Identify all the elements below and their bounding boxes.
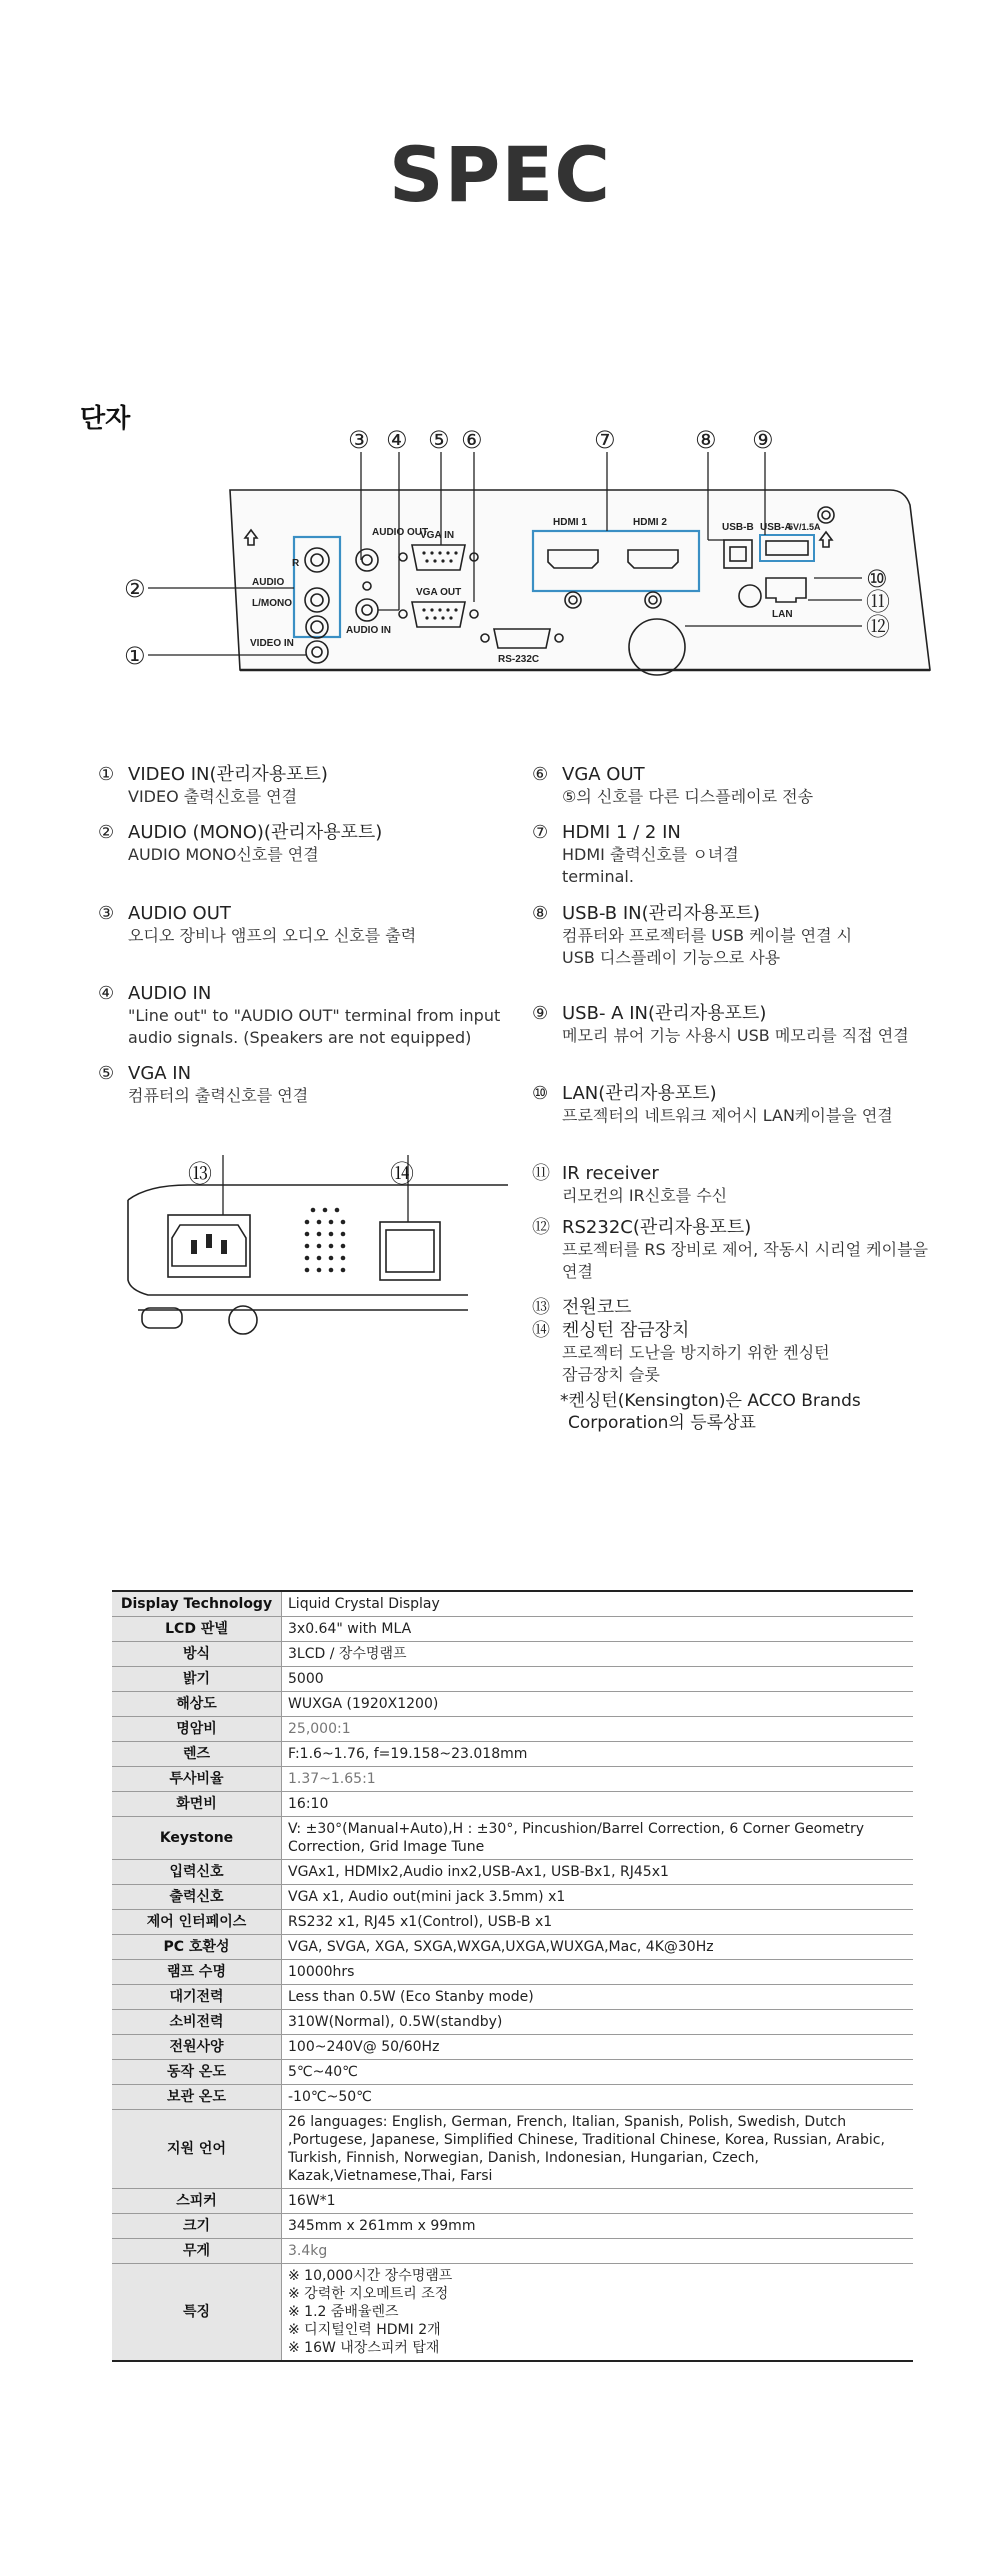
spec-value: [282, 2189, 914, 2214]
spec-value-line: Turkish, Finnish, Norwegian, Danish, Indonesian, Hungarian, Czech,: [288, 2150, 759, 2166]
spec-value: [282, 1742, 914, 1767]
spec-value: [282, 1960, 914, 1985]
callout-13: ⑬: [188, 1160, 212, 1188]
spec-label: 제어 인터페이스: [112, 1910, 282, 1935]
spec-value: [282, 2239, 914, 2264]
callout-3: ③: [348, 426, 370, 454]
spec-row: [112, 2264, 913, 2362]
audio-out-label: AUDIO OUT: [372, 527, 429, 538]
port-description: 프로젝터를 RS 장비로 제어, 작동시 시리얼 케이블을: [562, 1240, 928, 1259]
spec-label: 무게: [112, 2239, 282, 2264]
spec-label: 동작 온도: [112, 2060, 282, 2085]
port-description: AUDIO MONO신호를 연결: [128, 845, 319, 864]
spec-row: [112, 1817, 913, 1860]
spec-value-line: Liquid Crystal Display: [288, 1596, 440, 1612]
port-number: ⑧: [532, 903, 549, 924]
l-mono-label: L/MONO: [252, 598, 292, 609]
spec-label: 화면비: [112, 1792, 282, 1817]
spec-row: [112, 2060, 913, 2085]
video-in-label: VIDEO IN: [250, 638, 294, 649]
spec-row: [112, 1642, 913, 1667]
spec-label: 명암비: [112, 1717, 282, 1742]
audio-label: AUDIO: [252, 577, 285, 588]
spec-value-line: Kazak,Vietnamese,Thai, Farsi: [288, 2168, 493, 2184]
port-number: ④: [98, 983, 115, 1004]
callout-7: ⑦: [594, 426, 616, 454]
port-title: 켄싱턴 잠금장치: [562, 1320, 690, 1341]
spec-label: 출력신호: [112, 1885, 282, 1910]
spec-row: [112, 1910, 913, 1935]
spec-value: [282, 1935, 914, 1960]
spec-value: [282, 1717, 914, 1742]
spec-row: [112, 2085, 913, 2110]
spec-value-line: 3LCD / 장수명램프: [288, 1646, 407, 1662]
spec-value-line: 310W(Normal), 0.5W(standby): [288, 2014, 503, 2030]
spec-value: [282, 2110, 914, 2189]
port-description: 메모리 뷰어 기능 사용시 USB 메모리를 직접 연결: [562, 1026, 909, 1045]
port-number: ⑤: [98, 1063, 115, 1084]
spec-label: 전원사양: [112, 2035, 282, 2060]
spec-value-line: ※ 16W 내장스피커 탑재: [288, 2340, 440, 2356]
spec-value: [282, 1617, 914, 1642]
port-item: [98, 764, 548, 808]
port-title: VGA OUT: [562, 764, 645, 785]
callout-1: ①: [124, 642, 146, 670]
port-item: [532, 1320, 982, 1386]
port-description: 연결: [562, 1262, 593, 1281]
vga-out-label: VGA OUT: [416, 587, 462, 598]
spec-row: [112, 1617, 913, 1642]
spec-value-line: 16W*1: [288, 2193, 336, 2209]
port-title: USB-B IN(관리자용포트): [562, 903, 761, 924]
port-title: HDMI 1 / 2 IN: [562, 822, 681, 843]
spec-label: 투사비율: [112, 1767, 282, 1792]
spec-value-line: RS232 x1, RJ45 x1(Control), USB-B x1: [288, 1914, 553, 1930]
port-title: IR receiver: [562, 1163, 659, 1184]
spec-label: 특징: [112, 2264, 282, 2362]
spec-value: [282, 2035, 914, 2060]
port-description: 잠금장치 슬롯: [562, 1365, 660, 1384]
spec-value-line: Less than 0.5W (Eco Stanby mode): [288, 1989, 534, 2005]
spec-label: 보관 온도: [112, 2085, 282, 2110]
spec-value: [282, 2264, 914, 2362]
port-description: HDMI 출력신호를 ㅇ녀결: [562, 845, 739, 864]
rs232c-label: RS-232C: [498, 654, 540, 665]
spec-row: [112, 1591, 913, 1617]
spec-value-line: ※ 강력한 지오메트리 조정: [288, 2286, 449, 2302]
port-title: USB- A IN(관리자용포트): [562, 1003, 767, 1024]
rear-panel-diagram: [60, 420, 960, 740]
port-title: AUDIO (MONO)(관리자용포트): [128, 822, 383, 843]
port-number: ⑬: [532, 1297, 550, 1318]
spec-value-line: 5℃~40℃: [288, 2064, 358, 2080]
port-item: [532, 822, 982, 888]
spec-row: [112, 1717, 913, 1742]
usb-a-label: USB-A: [760, 522, 792, 533]
lan-label: LAN: [772, 609, 793, 620]
usb-a-rating-label: 5V/1.5A: [788, 522, 821, 532]
spec-value-line: 25,000:1: [288, 1721, 351, 1737]
spec-row: [112, 1792, 913, 1817]
spec-value: [282, 1885, 914, 1910]
port-description: 컴퓨터와 프로젝터를 USB 케이블 연결 시: [562, 926, 853, 945]
port-item: [98, 1063, 548, 1107]
spec-label: 대기전력: [112, 1985, 282, 2010]
port-number: ⑦: [532, 822, 549, 843]
spec-label: 크기: [112, 2214, 282, 2239]
callout-8: ⑧: [695, 426, 717, 454]
spec-label: 램프 수명: [112, 1960, 282, 1985]
port-title: LAN(관리자용포트): [562, 1083, 717, 1104]
spec-value-line: VGAx1, HDMIx2,Audio inx2,USB-Ax1, USB-Bx1, RJ45x1: [288, 1864, 669, 1880]
port-item: [532, 1217, 982, 1283]
port-number: ⑨: [532, 1003, 549, 1024]
callout-2: ②: [124, 575, 146, 603]
port-number: ⑩: [532, 1083, 549, 1104]
port-description: 오디오 장비나 앰프의 오디오 신호를 출력: [128, 926, 417, 945]
spec-label: Display Technology: [112, 1591, 282, 1617]
spec-row: [112, 2110, 913, 2189]
port-title: RS232C(관리자용포트): [562, 1217, 752, 1238]
spec-value: [282, 2060, 914, 2085]
port-item: [98, 822, 548, 866]
spec-value-line: ※ 디지털인력 HDMI 2개: [288, 2322, 441, 2338]
spec-value-line: 3x0.64" with MLA: [288, 1621, 412, 1637]
port-number: ⑪: [532, 1163, 550, 1184]
spec-value-line: ※ 10,000시간 장수명램프: [288, 2268, 453, 2284]
spec-value: [282, 2010, 914, 2035]
port-number: ②: [98, 822, 115, 843]
spec-label: 소비전력: [112, 2010, 282, 2035]
spec-value: [282, 1792, 914, 1817]
port-description: "Line out" to "AUDIO OUT" terminal from input: [128, 1006, 501, 1025]
kensington-note-line: Corporation의 등록상표: [568, 1413, 756, 1433]
spec-value: [282, 1817, 914, 1860]
port-description: audio signals. (Speakers are not equipped): [128, 1028, 472, 1047]
port-item: [532, 1003, 982, 1047]
spec-value-line: 100~240V@ 50/60Hz: [288, 2039, 440, 2055]
port-item: [98, 983, 548, 1049]
port-number: ⑭: [532, 1320, 550, 1341]
spec-value-line: F:1.6~1.76, f=19.158~23.018mm: [288, 1746, 528, 1762]
spec-label: 스피커: [112, 2189, 282, 2214]
port-title: AUDIO IN: [128, 983, 212, 1004]
port-description: VIDEO 출력신호를 연결: [128, 787, 298, 806]
port-description: terminal.: [562, 867, 634, 886]
spec-row: [112, 1885, 913, 1910]
spec-value-line: WUXGA (1920X1200): [288, 1696, 439, 1712]
spec-row: [112, 2239, 913, 2264]
hdmi1-label: HDMI 1: [553, 517, 587, 528]
callout-9: ⑨: [752, 426, 774, 454]
spec-row: [112, 2189, 913, 2214]
audio-in-label: AUDIO IN: [346, 625, 391, 636]
spec-value: [282, 2214, 914, 2239]
spec-value: [282, 2085, 914, 2110]
spec-value-line: V: ±30°(Manual+Auto),H : ±30°, Pincushion/Barrel Correction, 6 Corner Geometry: [288, 1821, 865, 1837]
vga-in-label: VGA IN: [420, 530, 455, 541]
spec-row: [112, 1860, 913, 1885]
callout-14: ⑭: [390, 1160, 414, 1188]
spec-value-line: 5000: [288, 1671, 324, 1687]
spec-value-line: ,Portugese, Japanese, Simplified Chinese, Traditional Chinese, Korea, Russian, Arabic,: [288, 2132, 885, 2148]
spec-value-line: 16:10: [288, 1796, 329, 1812]
callout-4: ④: [386, 426, 408, 454]
spec-label: 해상도: [112, 1692, 282, 1717]
spec-value: [282, 1591, 914, 1617]
kensington-note: [560, 1390, 940, 1434]
spec-value-line: 26 languages: English, German, French, Italian, Spanish, Polish, Swedish, Dutch: [288, 2114, 847, 2130]
callout-10: ⑩: [866, 565, 888, 593]
spec-value-line: 345mm x 261mm x 99mm: [288, 2218, 476, 2234]
port-title: 전원코드: [562, 1297, 632, 1318]
port-title: AUDIO OUT: [128, 903, 231, 924]
spec-value-line: VGA, SVGA, XGA, SXGA,WXGA,UXGA,WUXGA,Mac, 4K@30Hz: [288, 1939, 714, 1955]
spec-value-line: 1.37~1.65:1: [288, 1771, 376, 1787]
port-number: ⑥: [532, 764, 549, 785]
port-title: VGA IN: [128, 1063, 192, 1084]
port-number: ①: [98, 764, 115, 785]
port-description: 리모컨의 IR신호를 수신: [562, 1186, 728, 1205]
spec-row: [112, 1742, 913, 1767]
spec-row: [112, 1935, 913, 1960]
spec-value: [282, 1667, 914, 1692]
port-number: ③: [98, 903, 115, 924]
port-number: ⑫: [532, 1217, 550, 1238]
spec-value: [282, 1910, 914, 1935]
spec-table: [112, 1590, 913, 2362]
port-item: [532, 1083, 982, 1127]
port-title: VIDEO IN(관리자용포트): [128, 764, 328, 785]
spec-row: [112, 1692, 913, 1717]
page-title: SPEC: [388, 130, 612, 219]
spec-value-line: -10℃~50℃: [288, 2089, 372, 2105]
spec-row: [112, 1985, 913, 2010]
spec-label: 방식: [112, 1642, 282, 1667]
spec-row: [112, 2035, 913, 2060]
ports-heading: 단자: [80, 404, 131, 434]
spec-label: 입력신호: [112, 1860, 282, 1885]
hdmi2-label: HDMI 2: [633, 517, 667, 528]
spec-value: [282, 1692, 914, 1717]
spec-value: [282, 1985, 914, 2010]
port-description: ⑤의 신호를 다른 디스플레이로 전송: [562, 787, 814, 806]
spec-label: 밝기: [112, 1667, 282, 1692]
spec-value: [282, 1767, 914, 1792]
kensington-note-line: *켄싱턴(Kensington)은 ACCO Brands: [560, 1391, 861, 1411]
spec-label: 렌즈: [112, 1742, 282, 1767]
spec-value: [282, 1642, 914, 1667]
spec-label: Keystone: [112, 1817, 282, 1860]
spec-value-line: 3.4kg: [288, 2243, 328, 2259]
spec-label: 지원 언어: [112, 2110, 282, 2189]
port-description: 컴퓨터의 출력신호를 연결: [128, 1086, 309, 1105]
spec-row: [112, 1667, 913, 1692]
callout-5: ⑤: [428, 426, 450, 454]
port-description: 프로젝터의 네트워크 제어시 LAN케이블을 연결: [562, 1106, 893, 1125]
port-item: [532, 1297, 982, 1319]
port-description: 프로젝터 도난을 방지하기 위한 켄싱턴: [562, 1343, 830, 1362]
usb-b-label: USB-B: [722, 522, 754, 533]
spec-value-line: 10000hrs: [288, 1964, 355, 1980]
spec-row: [112, 2010, 913, 2035]
port-description: USB 디스플레이 기능으로 사용: [562, 948, 781, 967]
spec-row: [112, 1960, 913, 1985]
callout-6: ⑥: [461, 426, 483, 454]
spec-label: LCD 판넬: [112, 1617, 282, 1642]
spec-row: [112, 2214, 913, 2239]
port-item: [532, 764, 982, 808]
spec-value-line: Correction, Grid Image Tune: [288, 1839, 485, 1855]
spec-value-line: VGA x1, Audio out(mini jack 3.5mm) x1: [288, 1889, 566, 1905]
port-item: [532, 1163, 982, 1207]
side-panel-diagram: [108, 1150, 508, 1340]
callout-11: ⑪: [866, 588, 890, 616]
spec-label: PC 호환성: [112, 1935, 282, 1960]
port-item: [532, 903, 982, 969]
r-label: R: [292, 558, 300, 569]
callout-12: ⑫: [866, 613, 890, 641]
spec-row: [112, 1767, 913, 1792]
port-item: [98, 903, 548, 947]
spec-value-line: ※ 1.2 줌배율렌즈: [288, 2304, 399, 2320]
spec-value: [282, 1860, 914, 1885]
